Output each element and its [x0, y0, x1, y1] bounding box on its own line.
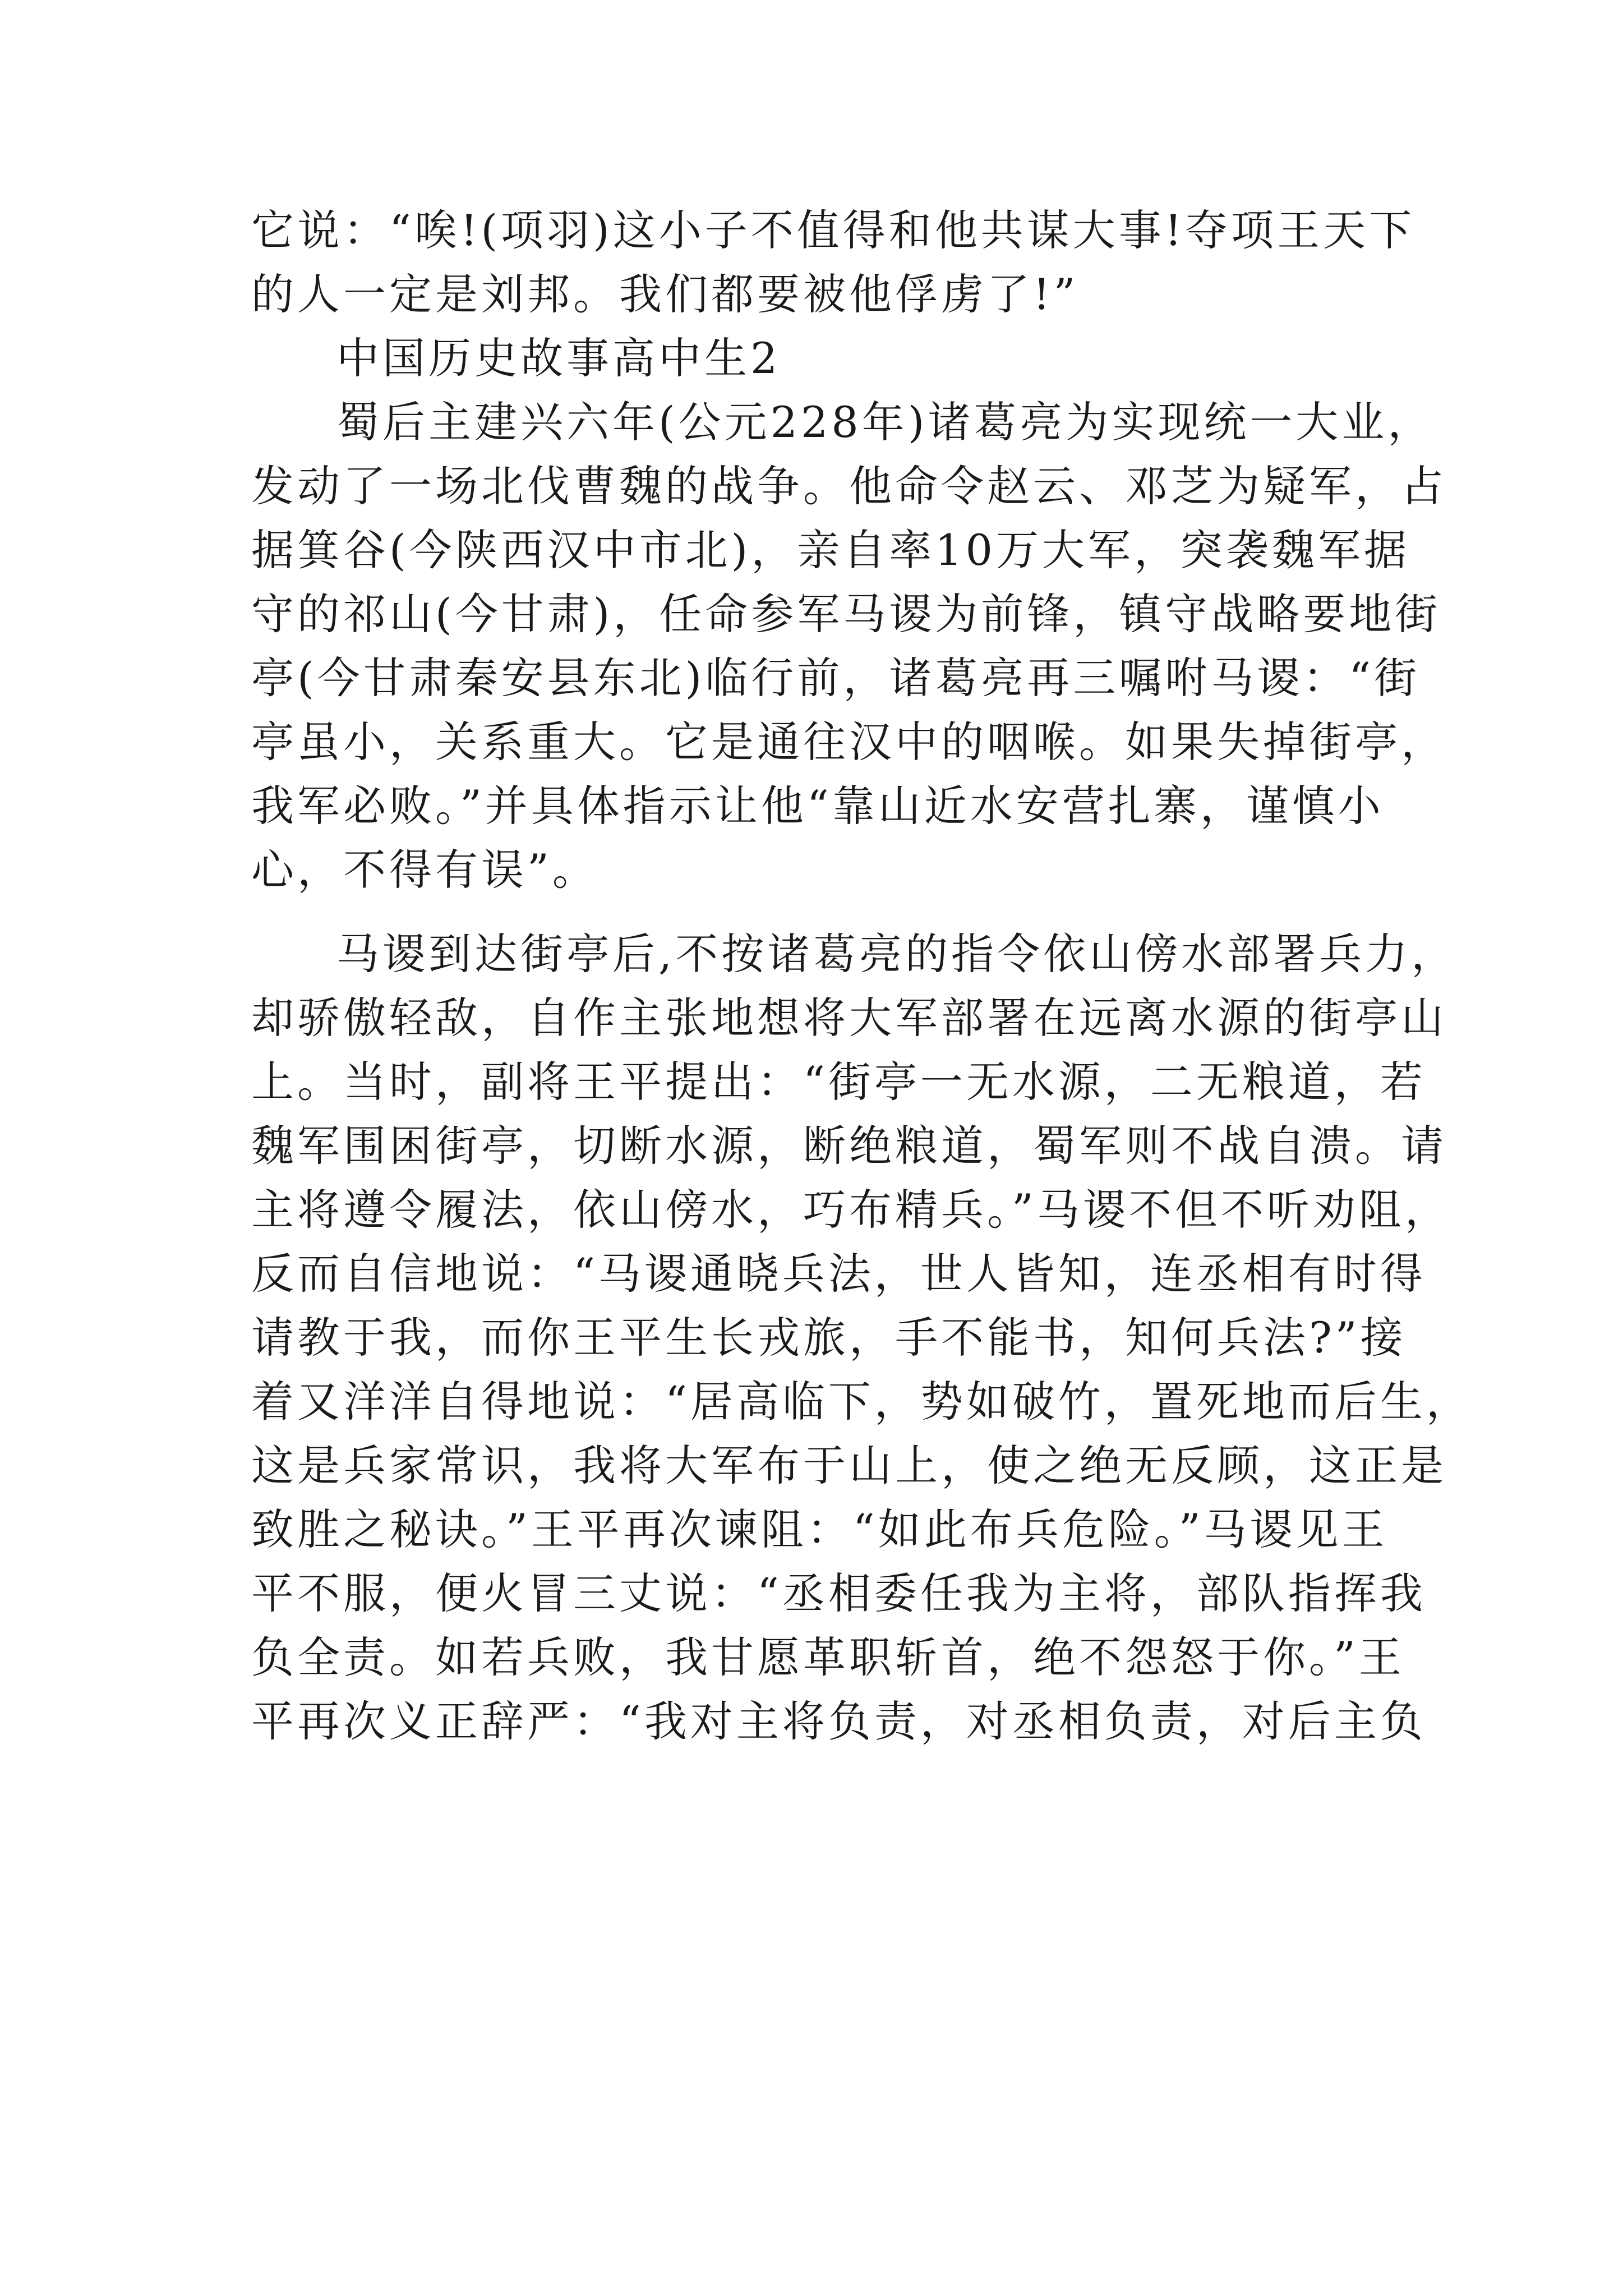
text-line: 我军必败。”并具体指示让他“靠山近水安营扎寨，谨慎小	[251, 781, 1384, 831]
text-line: 平不服，便火冒三丈说：“丞相委任我为主将，部队指挥我	[251, 1568, 1426, 1618]
text-line: 上。当时，副将王平提出：“街亭一无水源，二无粮道，若	[251, 1057, 1426, 1107]
text-line: 平再次义正辞严：“我对主将负责，对丞相负责，对后主负	[251, 1696, 1426, 1746]
text-line: 的人一定是刘邦。我们都要被他俘虏了!”	[251, 269, 1079, 319]
text-line: 据箕谷(今陕西汉中市北)，亲自率10万大军，突袭魏军据	[251, 525, 1410, 575]
text-line: 亭虽小，关系重大。它是通往汉中的咽喉。如果失掉街亭，	[251, 717, 1447, 767]
text-line: 却骄傲轻敌，自作主张地想将大军部署在远离水源的街亭山	[251, 993, 1447, 1043]
text-line: 负全责。如若兵败，我甘愿革职斩首，绝不怨怒于你。”王	[251, 1632, 1405, 1682]
text-line: 请教于我，而你王平生长戎旅，手不能书，知何兵法?”接	[251, 1313, 1407, 1363]
section-heading: 中国历史故事高中生2	[336, 333, 781, 383]
text-line: 主将遵令履法，依山傍水，巧布精兵。”马谡不但不听劝阻，	[251, 1185, 1451, 1235]
text-line: 守的祁山(今甘肃)，任命参军马谡为前锋，镇守战略要地街	[251, 589, 1441, 639]
text-line: 马谡到达街亭后,不按诸葛亮的指令依山傍水部署兵力，	[336, 929, 1458, 979]
text-line: 这是兵家常识，我将大军布于山上，使之绝无反顾，这正是	[251, 1441, 1447, 1490]
text-line: 亭(今甘肃秦安县东北)临行前，诸葛亮再三嘱咐马谡：“街	[251, 653, 1421, 703]
text-line: 魏军围困街亭，切断水源，断绝粮道，蜀军则不战自溃。请	[251, 1121, 1447, 1171]
text-line: 致胜之秘诀。”王平再次谏阻：“如此布兵危险。”马谡见王	[251, 1504, 1388, 1554]
text-line: 着又洋洋自得地说：“居高临下，势如破竹，置死地而后生，	[251, 1377, 1472, 1427]
text-line: 蜀后主建兴六年(公元228年)诸葛亮为实现统一大业，	[336, 397, 1434, 447]
text-line: 它说：“唉!(项羽)这小子不值得和他共谋大事!夺项王天下	[251, 205, 1415, 255]
text-line: 反而自信地说：“马谡通晓兵法，世人皆知，连丞相有时得	[251, 1249, 1426, 1299]
text-line: 心，不得有误”。	[251, 845, 598, 895]
text-line: 发动了一场北伐曹魏的战争。他命令赵云、邓芝为疑军，占	[251, 461, 1447, 511]
document-body	[251, 199, 1472, 1754]
